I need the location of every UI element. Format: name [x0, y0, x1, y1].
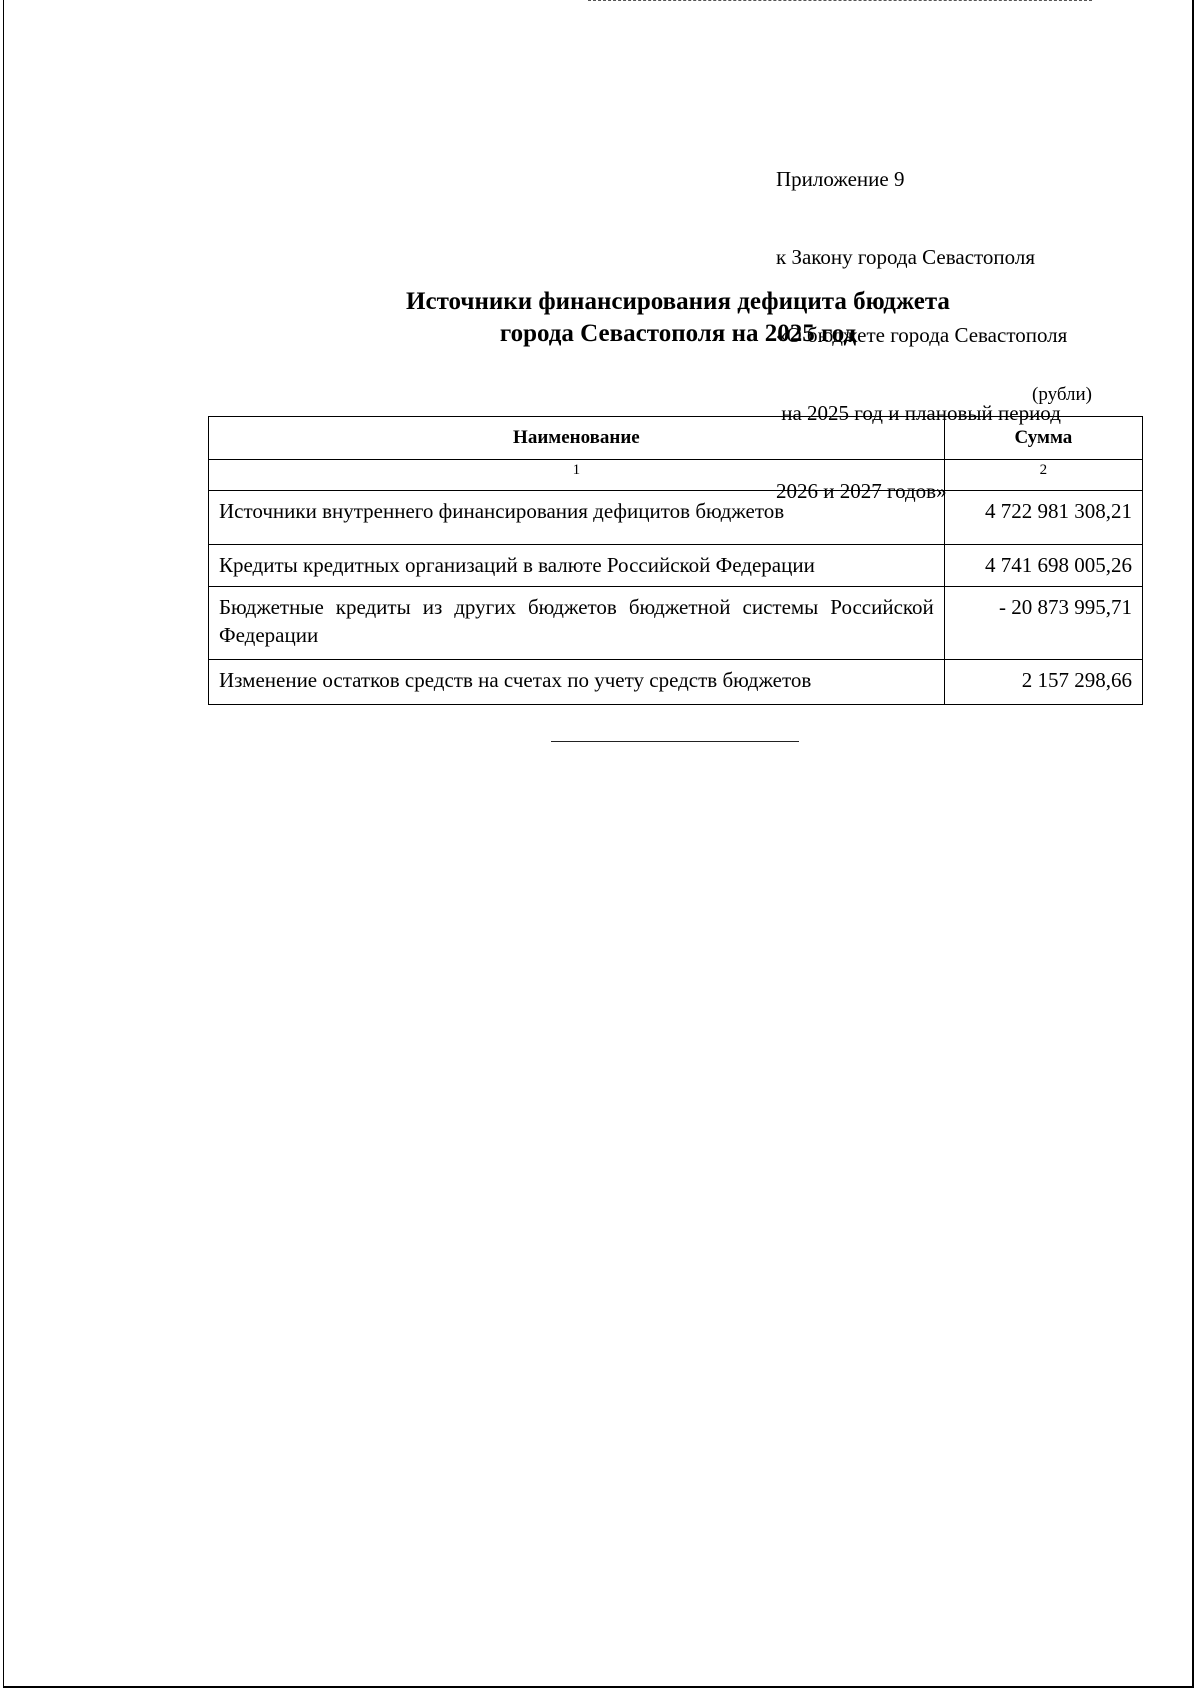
table-header-row — [209, 417, 1143, 460]
appendix-line: на 2025 год и плановый период — [776, 401, 1061, 425]
table-row — [209, 660, 1143, 705]
row-sum: 4 741 698 005,26 — [944, 545, 1142, 587]
title-line-1: Источники финансирования дефицита бюджета — [406, 288, 950, 315]
row-name: Бюджетные кредиты из других бюджетов бюджетной системы Российской Федерации — [209, 587, 945, 660]
scan-top-edge — [588, 0, 1092, 1]
table-row — [209, 587, 1143, 660]
appendix-line: Приложение 9 — [776, 167, 905, 191]
header-name: Наименование — [209, 417, 945, 460]
appendix-line: «О бюджете города Севастополя — [776, 323, 1068, 347]
document-title — [209, 286, 1147, 350]
row-name: Изменение остатков средств на счетах по учету средств бюджетов — [209, 660, 945, 705]
row-sum: 4 722 981 308,21 — [944, 491, 1142, 545]
table-row — [209, 491, 1143, 545]
header-sum: Сумма — [944, 417, 1142, 460]
units-label: (рубли) — [1032, 384, 1092, 405]
row-sum: 2 157 298,66 — [944, 660, 1142, 705]
title-line-2: города Севастополя на 2025 год — [499, 320, 857, 347]
table-row — [209, 545, 1143, 587]
column-number-name: 1 — [209, 460, 945, 491]
financing-sources-table — [208, 416, 1143, 705]
row-sum: - 20 873 995,71 — [944, 587, 1142, 660]
column-number-row — [209, 460, 1143, 491]
appendix-line: 2026 и 2027 годов» — [776, 479, 947, 503]
column-number-sum: 2 — [944, 460, 1142, 491]
appendix-line: к Закону города Севастополя — [776, 245, 1036, 269]
end-of-document-rule — [551, 741, 799, 742]
row-name: Кредиты кредитных организаций в валюте Российской Федерации — [209, 545, 945, 587]
row-name: Источники внутреннего финансирования дефицитов бюджетов — [209, 491, 945, 545]
